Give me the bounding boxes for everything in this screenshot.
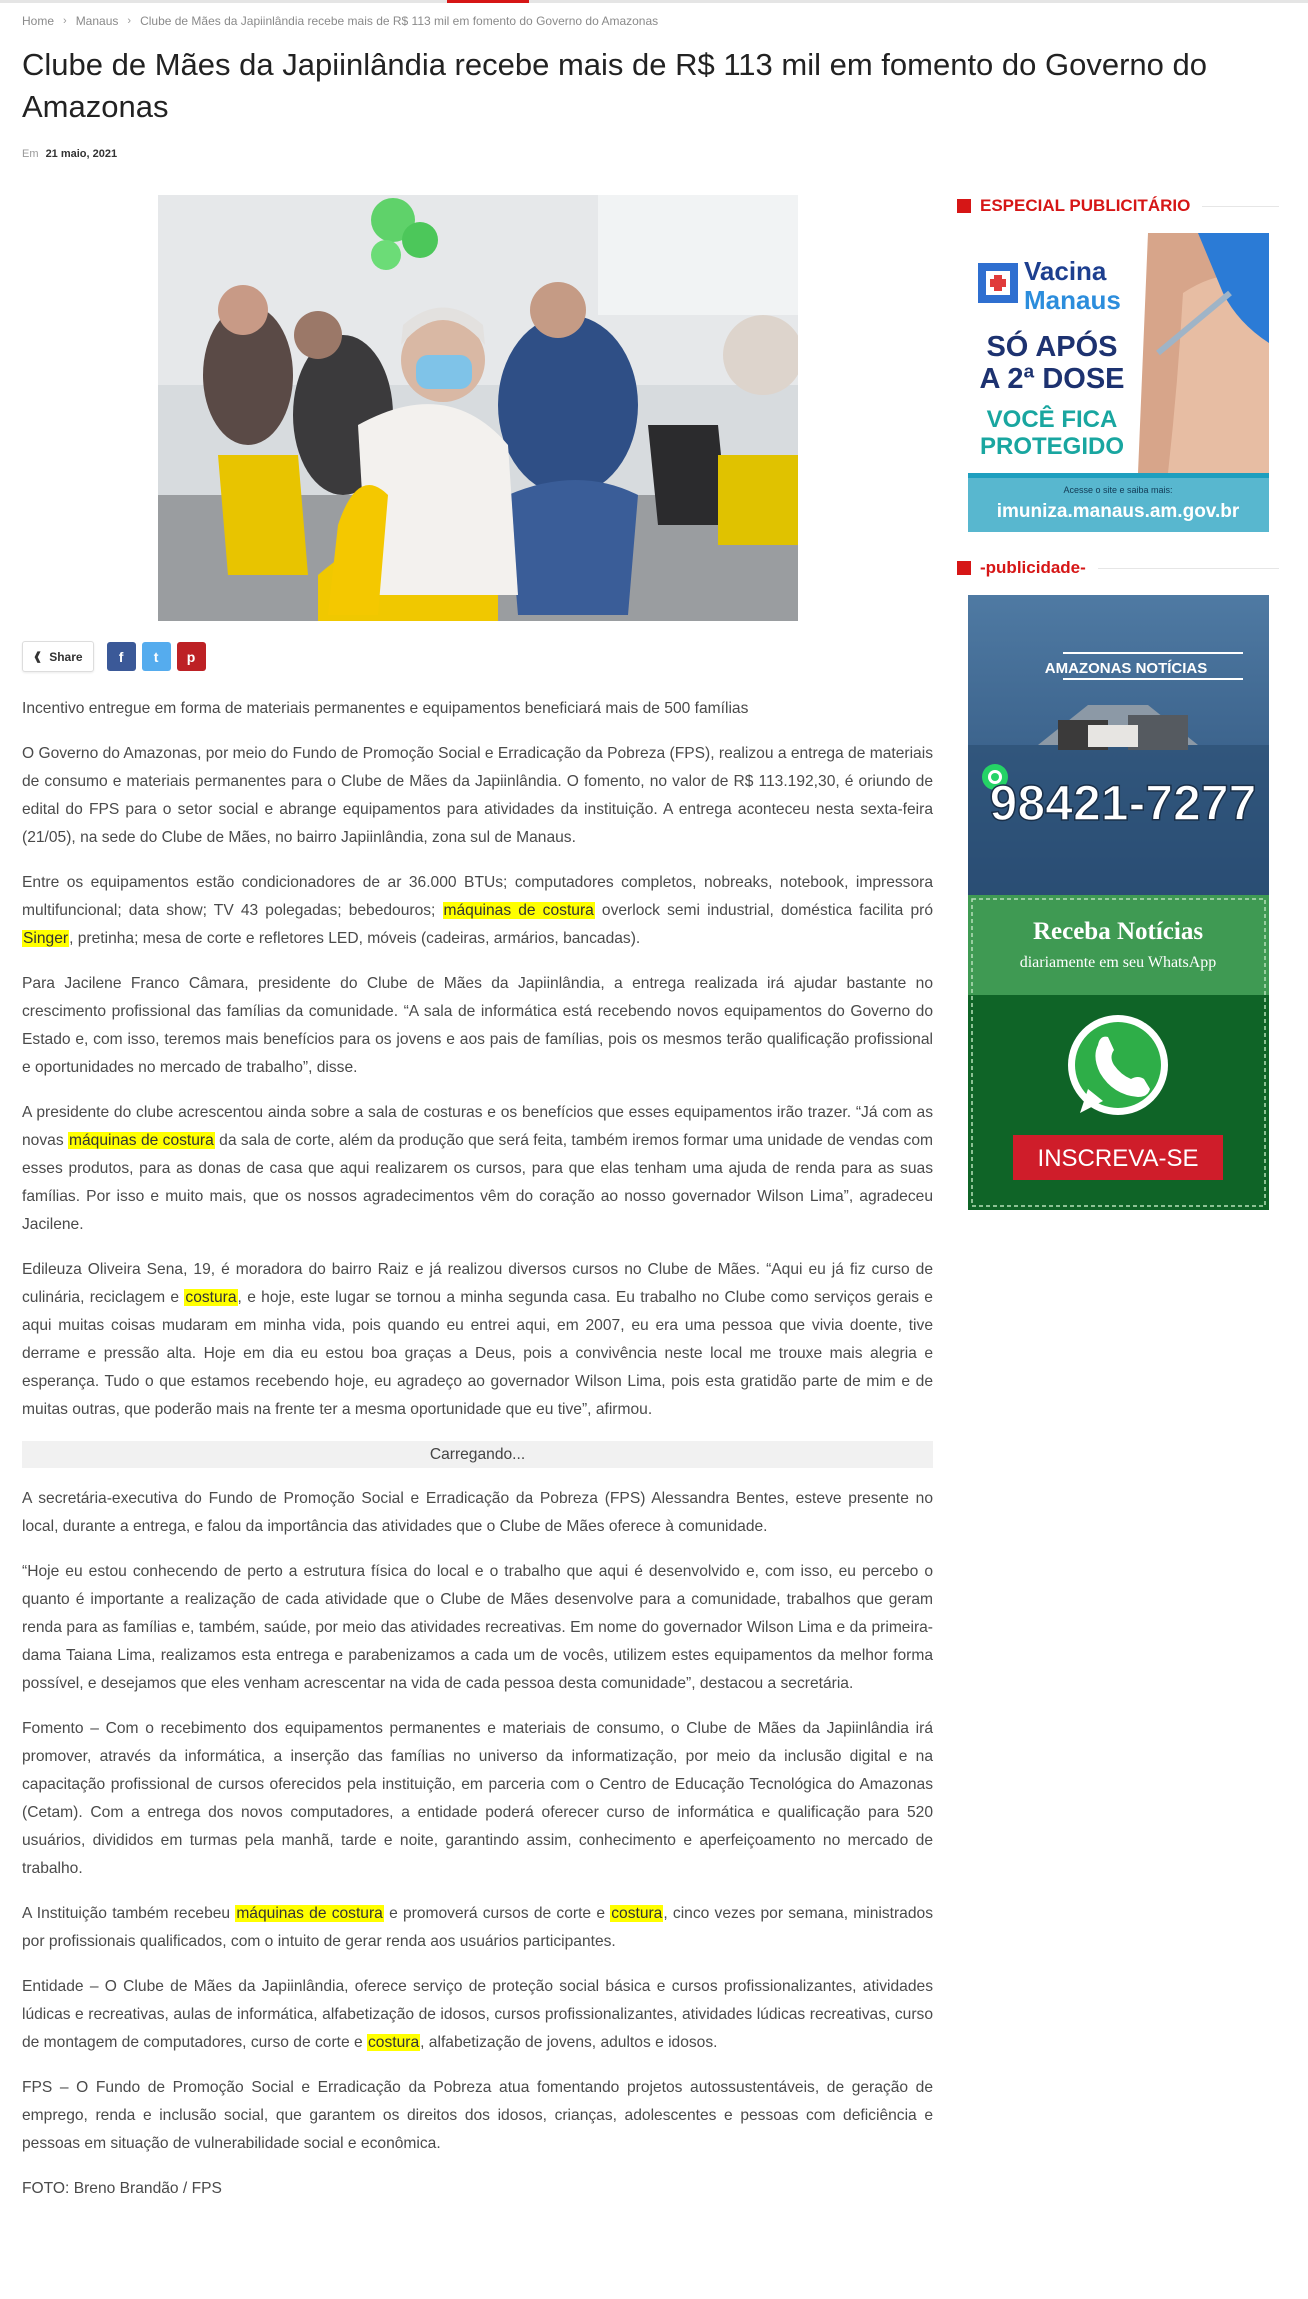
text-segment: A Instituição também recebeu bbox=[22, 1905, 236, 1922]
share-icon: ❰ bbox=[33, 651, 43, 663]
widget-title-publicidade bbox=[957, 555, 1279, 581]
share-label: Share bbox=[49, 649, 83, 664]
divider bbox=[1098, 568, 1279, 569]
ad1-sub-line2: PROTEGIDO bbox=[979, 433, 1125, 460]
ad2-brand: AMAZONAS NOTÍCIAS bbox=[1044, 660, 1208, 677]
article-paragraph bbox=[22, 869, 933, 953]
twitter-share-button[interactable] bbox=[142, 642, 171, 671]
post-date[interactable]: 21 maio, 2021 bbox=[45, 148, 118, 160]
widget-title-especial bbox=[957, 193, 1279, 219]
article-paragraph: FPS – O Fundo de Promoção Social e Erradicação da Pobreza atua fomentando projetos autossustentáveis, de geração de emprego, renda e inclusão social, que garantem os direitos dos idosos, crianças, adolescentes e pessoas com deficiência e pessoas em situação de vulnerabilidade social e econômica. bbox=[22, 2079, 933, 2152]
highlight-term: costura bbox=[185, 1289, 237, 1306]
top-border bbox=[0, 0, 1308, 3]
text-segment: , alfabetização de jovens, adultos e idosos. bbox=[420, 2034, 718, 2051]
loading-indicator: Carregando... bbox=[22, 1441, 933, 1468]
ad1-url: imuniza.manaus.am.gov.br bbox=[996, 501, 1240, 522]
breadcrumb-current: Clube de Mães da Japiinlândia recebe mais de R$ 113 mil em fomento do Governo do Amazonas bbox=[140, 14, 659, 28]
highlight-term: Singer bbox=[23, 930, 69, 947]
page-title: Clube de Mães da Japiinlândia recebe mais de R$ 113 mil em fomento do Governo do Amazonas bbox=[22, 47, 1207, 124]
pinterest-share-button[interactable] bbox=[177, 642, 206, 671]
breadcrumb-home-link[interactable]: Home bbox=[22, 14, 55, 28]
text-segment: Edileuza Oliveira Sena, 19, é moradora do bairro Raiz e já realizou diversos cursos no Clube de Mães. “Aqui eu já fiz curso de culinária, reciclagem e bbox=[22, 1261, 933, 1306]
article-body bbox=[22, 695, 933, 2220]
highlight-term: costura bbox=[611, 1905, 663, 1922]
ad1-small-text: Acesse o site e saiba mais: bbox=[1063, 485, 1173, 495]
ad1-brand-line1: Vacina bbox=[1024, 256, 1107, 286]
ad2-title: Receba Notícias bbox=[1032, 918, 1204, 945]
ad2-cta: INSCREVA-SE bbox=[1037, 1145, 1199, 1172]
whatsapp-news-ad[interactable] bbox=[968, 595, 1269, 1210]
article-paragraph bbox=[22, 1973, 933, 2057]
ad2-subtitle: diariamente em seu WhatsApp bbox=[1019, 954, 1217, 971]
text-segment: Entidade – O Clube de Mães da Japiinlândia, oferece serviço de proteção social básica e cursos profissionalizantes, atividades lúdicas e recreativas, aulas de informática, alfabetização de idosos, cursos profissionalizantes, atividades lúdicas recreativas, curso de montagem de computadores, curso de corte e bbox=[22, 1978, 933, 2051]
twitter-icon: t bbox=[153, 648, 159, 665]
facebook-icon: f bbox=[118, 648, 124, 665]
post-meta-prefix: Em bbox=[22, 148, 39, 160]
breadcrumb bbox=[22, 13, 658, 29]
share-button[interactable] bbox=[22, 641, 94, 672]
divider bbox=[1202, 206, 1279, 207]
share-bar bbox=[22, 641, 206, 672]
vacina-manaus-ad[interactable] bbox=[968, 233, 1269, 532]
text-segment: overlock semi industrial, doméstica facilita pró bbox=[594, 902, 933, 919]
chevron-right-icon: › bbox=[127, 15, 132, 27]
ad2-phone: 98421-7277 bbox=[989, 775, 1257, 831]
text-segment: da sala de corte, além da produção que será feita, também iremos formar uma unidade de vendas com esses produtos, para as donas de casa que aqui realizarem os cursos, para que elas tenham uma ajuda de renda para as suas famílias. Por isso e muito mais, que os nossos agradecimentos vêm do coração ao nosso governador Wilson Lima”, agradeceu Jacilene. bbox=[22, 1132, 934, 1233]
article-paragraph bbox=[22, 1256, 933, 1424]
widget-title-text: -publicidade- bbox=[980, 558, 1086, 577]
article-lead: Incentivo entregue em forma de materiais permanentes e equipamentos beneficiará mais de 500 famílias bbox=[22, 700, 749, 717]
highlight-term: máquinas de costura bbox=[443, 902, 594, 919]
highlight-term: máquinas de costura bbox=[68, 1132, 214, 1149]
text-segment: A presidente do clube acrescentou ainda sobre a sala de costuras e os benefícios que esses equipamentos irão trazer. “Já com as novas bbox=[22, 1104, 933, 1149]
text-segment: , pretinha; mesa de corte e refletores LED, móveis (cadeiras, armários, bancadas). bbox=[69, 930, 641, 947]
square-bullet-icon bbox=[957, 561, 971, 575]
article-paragraph: “Hoje eu estou conhecendo de perto a estrutura física do local e o trabalho que aqui é desenvolvido e, com isso, eu percebo o quanto é importante a realização de cada atividade que o Clube de Mães desenvolve para a comunidade, trabalhos que geram renda para as famílias e, também, saúde, por meio das atividades recreativas. Em nome do governador Wilson Lima e da primeira-dama Taiana Lima, realizamos esta entrega e parabenizamos a cada um de vocês, utilizem estes equipamentos da melhor forma possível, e desejamos que eles venham acrescentar na vida de cada pessoa desta comunidade”, destacou a secretária. bbox=[22, 1563, 933, 1692]
article-paragraph bbox=[22, 1099, 933, 1239]
post-meta bbox=[22, 148, 117, 160]
widget-title-text: ESPECIAL PUBLICITÁRIO bbox=[980, 196, 1191, 215]
text-segment: , e hoje, este lugar se tornou a minha segunda casa. Eu trabalho no Clube como serviços gerais e aqui muitas coisas mudaram em minha vida, pois quando eu entrei aqui, em 2007, eu era uma pessoa que vivia doente, tive derrame e pressão alta. Hoje em dia eu estou boa graças a Deus, pois a convivência neste local me trouxe mais alegria e esperança. Tudo o que estamos recebendo hoje, eu agradeço ao governador Wilson Lima, pois esta gratidão parte de mim e de muitas outras, que poderão mais na frente ter a mesma oportunidade que eu tive”, afirmou. bbox=[22, 1289, 933, 1418]
text-segment: e promoverá cursos de corte e bbox=[383, 1905, 611, 1922]
facebook-share-button[interactable] bbox=[107, 642, 136, 671]
article-paragraph: Para Jacilene Franco Câmara, presidente do Clube de Mães da Japiinlândia, a entrega realizada irá ajudar bastante no crescimento profissional das famílias da comunidade. “A sala de informática está recebendo novos equipamentos do Governo do Estado e, com isso, teremos mais benefícios para os jovens e aos pais de famílias, pois os mesmos terão qualificação profissional e oportunidades no mercado de trabalho”, disse. bbox=[22, 975, 933, 1076]
article-paragraph: A secretária-executiva do Fundo de Promoção Social e Erradicação da Pobreza (FPS) Alessandra Bentes, esteve presente no local, durante a entrega, e falou da importância das atividades que o Clube de Mães oferece à comunidade. bbox=[22, 1490, 933, 1535]
article-paragraph: Fomento – Com o recebimento dos equipamentos permanentes e materiais de consumo, o Clube de Mães da Japiinlândia irá promover, através da informática, a inserção das famílias no universo da informatização, por meio da inclusão digital e na capacitação profissional de cursos oferecidos pela instituição, em parceria com o Centro de Educação Tecnológica do Amazonas (Cetam). Com a entrega dos novos computadores, a entidade poderá oferecer curso de informática e qualificação para 520 usuários, divididos em turmas pela manhã, tarde e noite, garantindo assim, conhecimento e aperfeiçoamento no mercado de trabalho. bbox=[22, 1720, 933, 1877]
highlight-term: máquinas de costura bbox=[236, 1905, 383, 1922]
article-paragraph: O Governo do Amazonas, por meio do Fundo de Promoção Social e Erradicação da Pobreza (FPS), realizou a entrega de materiais de consumo e materiais permanentes para o Clube de Mães da Japiinlândia. O fomento, no valor de R$ 113.192,30, é oriundo de edital do FPS para o setor social e abrange equipamentos para atividades da instituição. A entrega aconteceu nesta sexta-feira (21/05), na sede do Clube de Mães, no bairro Japiinlândia, zona sul de Manaus. bbox=[22, 745, 933, 846]
highlight-term: costura bbox=[368, 2034, 420, 2051]
pinterest-icon: p bbox=[186, 648, 196, 665]
text-segment: Entre os equipamentos estão condicionadores de ar 36.000 BTUs; computadores completos, nobreaks, notebook, impressora multifuncional; data show; TV 43 polegadas; bebedouros; bbox=[22, 874, 933, 919]
ad1-sub-line1: VOCÊ FICA bbox=[986, 406, 1118, 433]
article-paragraph bbox=[22, 1900, 933, 1956]
square-bullet-icon bbox=[957, 199, 971, 213]
text-segment: , cinco vezes por semana, ministrados por profissionais qualificados, com o intuito de gerar renda aos usuários participantes. bbox=[22, 1905, 933, 1950]
featured-photo[interactable] bbox=[158, 195, 798, 621]
chevron-right-icon: › bbox=[63, 15, 67, 27]
ad1-headline-line1: SÓ APÓS bbox=[986, 331, 1118, 363]
photo-credit: FOTO: Breno Brandão / FPS bbox=[22, 2180, 222, 2197]
breadcrumb-section-link[interactable]: Manaus bbox=[75, 14, 119, 28]
ad1-brand-line2: Manaus bbox=[1024, 285, 1121, 315]
ad1-headline-line2: A 2ª DOSE bbox=[979, 363, 1125, 395]
active-menu-indicator bbox=[447, 0, 529, 3]
